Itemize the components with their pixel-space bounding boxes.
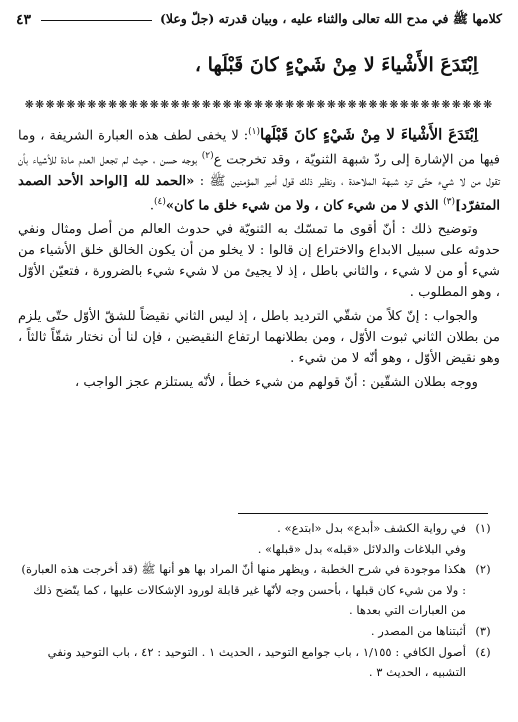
footnote-text: وفي البلاغات والدلائل «قبله» بدل «قبلها» . bbox=[257, 541, 466, 556]
header-rule bbox=[41, 20, 152, 21]
footnote-ref: (٣) bbox=[443, 196, 455, 207]
footnotes bbox=[18, 518, 500, 683]
verse-heading: اِبْتَدَعَ الأَشْياءَ لا مِنْ شَيْءٍ كانَ قَبْلَها ، bbox=[194, 54, 478, 76]
commentary-text: . bbox=[149, 198, 155, 214]
running-header bbox=[16, 10, 502, 30]
footnote-text: أثبتناها من المصدر . bbox=[370, 623, 466, 638]
footnote-divider bbox=[238, 513, 488, 514]
footnote-item bbox=[18, 621, 500, 642]
commentary-text: : لا يخفى لطف هذه العبارة الشريفة ، وما فيها من الإشارة إلى ردّ شبهة الثنويّة ، وقد تخرجت ع bbox=[18, 128, 500, 168]
paragraph-1 bbox=[18, 122, 500, 216]
paragraph-2: وتوضيح ذلك : أنّ أقوى ما تمسّك به الثنويّة في حدوث العالم من أصل ومثال ونفي حدوثه على سبيل الابداع والاختراع إن قالوا : لا يخلو من أن يكون الخالق خلق الأشياء من شيء أو من لا شيء ، والثاني باطل ، إذ لا يجيئ من لا شيء شيء بالضرورة ، فتعيّن الأوّل ، وهو المطلوب . bbox=[18, 222, 500, 301]
footnote-number: (٢) bbox=[475, 562, 491, 577]
footnote-text: هكذا موجودة في شرح الخطبة ، ويظهر منها أنّ المراد بها هو أنها ﷺ (قد أخرجت هذه العبارة) : ولا من شيء كان قبلها ، بأحسن وجه لأنّها غير قابلة لورود الإشكالات عليها ، كما يتّضح ذلك من العبارات التي بعدها . bbox=[21, 562, 466, 618]
commentary-text: بوجه حسن ، حيث لم تجعل العدم مادة للأشياء بأن تقول من لا شيء حتّى ترد شبهة الملاحدة ، ونظير ذلك قول أمير المؤمنين ﷺ : bbox=[18, 152, 500, 189]
footnote-ref: (٤) bbox=[154, 196, 166, 207]
footnote-item bbox=[18, 518, 500, 539]
paragraph-4: ووجه بطلان الشقّين : أنّ قولهم من شيء خطأ ، لأنّه يستلزم عجز الواجب ، bbox=[75, 375, 478, 391]
footnote-ref: (١) bbox=[248, 127, 261, 137]
header-title: كلامها ﷺ في مدح الله تعالى والثناء عليه ، وبيان قدرته (جلّ وعلا) bbox=[159, 10, 502, 26]
footnote-number: (٣) bbox=[475, 623, 491, 638]
footnote-ref: (٢) bbox=[201, 151, 214, 162]
footnote-text: أصول الكافي : ١/١٥٥ ، باب جوامع التوحيد ، الحديث ١ . التوحيد : ٤٢ ، باب التوحيد ونفي التشبيه ، الحديث ٣ . bbox=[47, 644, 466, 680]
footnote-number: (١) bbox=[475, 521, 491, 535]
footnote-number: (٤) bbox=[475, 644, 491, 659]
footnote-text: في رواية الكشف «أبدع» بدل «ابتدع» . bbox=[277, 521, 466, 535]
footnote-item bbox=[18, 559, 500, 621]
page-number: ٤٣ bbox=[16, 12, 32, 28]
main-text bbox=[18, 122, 500, 396]
footnote-item bbox=[18, 642, 500, 683]
paragraph-3: والجواب : إنّ كلاً من شقّي الترديد باطل ، إذ ليس الثاني نقيضاً للشقّ الأوّل حتّى يلزم من بطلان الثاني ثبوت الأوّل ، ومن بطلانهما ارتفاع النقيضين ، فإن لنا أن نختار شقّاً ثالثاً ، وهو نقيض الأوّل ، وهو أنّه لا من شيء . bbox=[18, 309, 500, 367]
hadith-quote: «الحمد لله [الواحد الأحد الصمد المتفرّد] bbox=[18, 173, 500, 214]
quoted-phrase: اِبْتَدَعَ الأَشْياءَ لا مِنْ شَيْءٍ كانَ قَبْلَها bbox=[260, 125, 478, 144]
star-separator: ❋❋❋❋❋❋❋❋❋❋❋❋❋❋❋❋❋❋❋❋❋❋❋❋❋❋❋❋❋❋❋❋❋❋❋❋❋❋❋❋❋❋❋❋❋ bbox=[24, 98, 494, 111]
footnote-item bbox=[18, 539, 500, 560]
hadith-quote: الذي لا من شيء كان ، ولا من شيء خلق ما كان» bbox=[165, 198, 444, 214]
